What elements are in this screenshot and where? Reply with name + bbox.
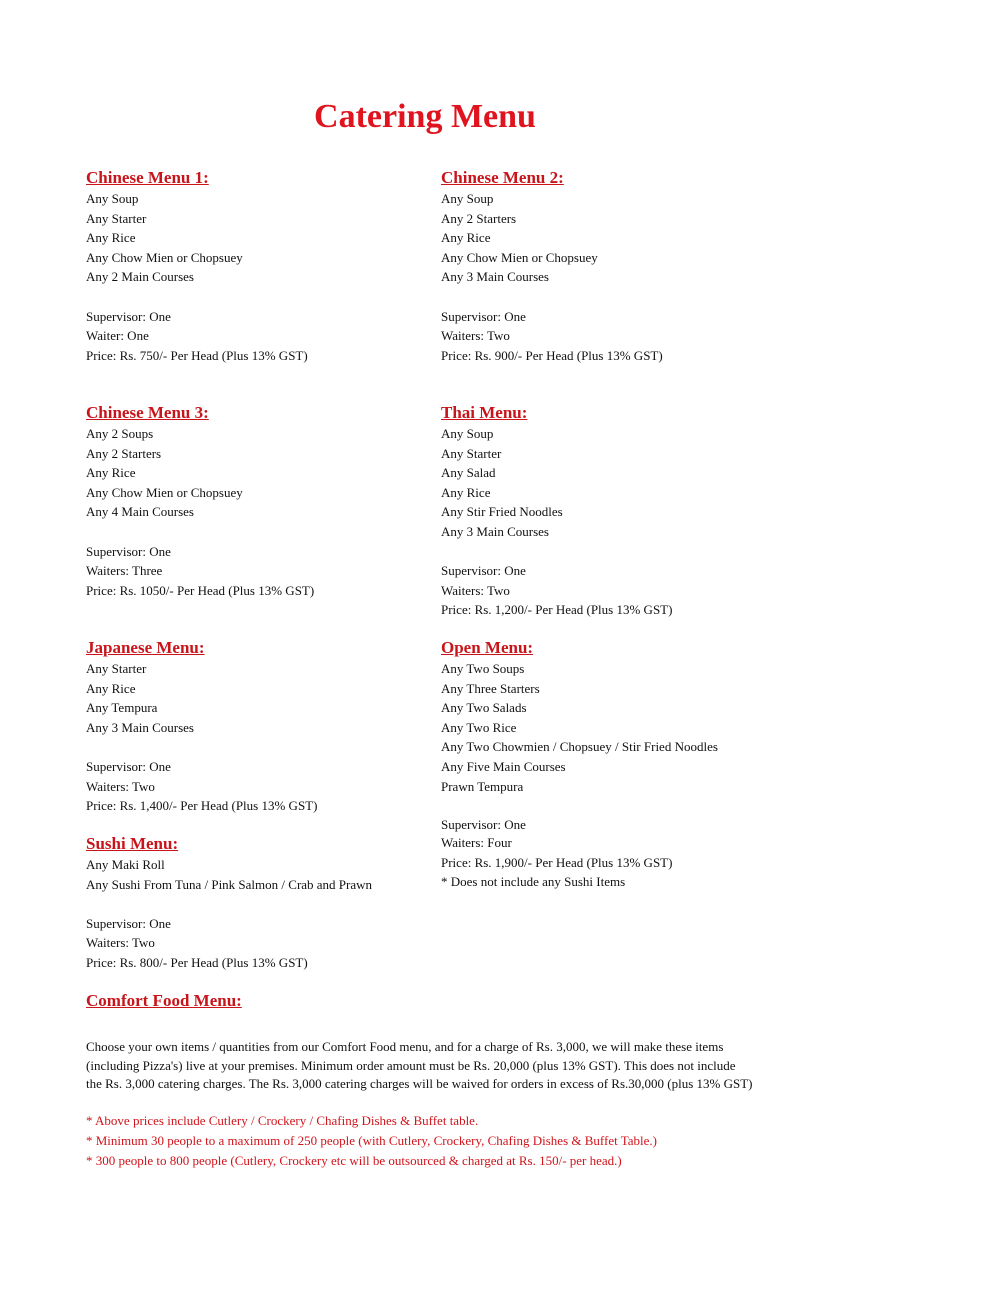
price-text: Price: Rs. 1,900/- Per Head (Plus 13% GST) bbox=[441, 854, 673, 870]
menu-item: Any 3 Main Courses bbox=[441, 523, 549, 539]
description-line: the Rs. 3,000 catering charges. The Rs. 3,000 catering charges will be waived for orders in excess of Rs.30,000 (plus 13% GST) bbox=[86, 1076, 753, 1091]
menu-item: Any Rice bbox=[441, 484, 491, 500]
footnote: * Above prices include Cutlery / Crockery / Chafing Dishes & Buffet table. bbox=[86, 1113, 479, 1128]
section-heading: Thai Menu: bbox=[441, 403, 528, 422]
menu-item: Any 2 Starters bbox=[441, 210, 517, 226]
price-text: Price: Rs. 900/- Per Head (Plus 13% GST) bbox=[441, 347, 663, 363]
chinese-menu-2-section bbox=[441, 167, 663, 365]
comfort-food-section bbox=[86, 990, 242, 1012]
section-heading: Comfort Food Menu: bbox=[86, 991, 242, 1010]
supervisor-text: Supervisor: One bbox=[86, 308, 171, 324]
waiters-text: Waiters: Three bbox=[86, 563, 163, 579]
supervisor-text: Supervisor: One bbox=[441, 816, 526, 832]
menu-item: Any 2 Soups bbox=[86, 426, 154, 441]
waiters-text: Waiters: Two bbox=[441, 582, 510, 598]
price-text: Price: Rs. 750/- Per Head (Plus 13% GST) bbox=[86, 347, 308, 363]
section-heading: Open Menu: bbox=[441, 638, 534, 657]
chinese-menu-3-section bbox=[86, 402, 314, 600]
menu-item: Any Tempura bbox=[86, 700, 158, 716]
menu-item: Any Five Main Courses bbox=[441, 758, 566, 774]
waiters-text: Waiters: Two bbox=[86, 778, 155, 794]
menu-item: Any Starter bbox=[86, 661, 147, 676]
menu-item: Any Soup bbox=[441, 191, 494, 206]
supervisor-text: Supervisor: One bbox=[441, 563, 526, 579]
menu-item: Any Sushi From Tuna / Pink Salmon / Crab and Prawn bbox=[86, 876, 373, 892]
waiters-text: Waiters: Four bbox=[441, 835, 512, 851]
menu-item: Prawn Tempura bbox=[441, 778, 524, 794]
comfort-food-description bbox=[86, 1038, 766, 1094]
menu-item: Any Two Rice bbox=[441, 719, 517, 735]
menu-item: Any Maki Roll bbox=[86, 857, 165, 872]
sushi-exclusion-note: * Does not include any Sushi Items bbox=[441, 874, 626, 890]
price-text: Price: Rs. 1,400/- Per Head (Plus 13% GST) bbox=[86, 798, 318, 814]
waiters-text: Waiter: One bbox=[86, 328, 149, 344]
price-text: Price: Rs. 1,200/- Per Head (Plus 13% GST) bbox=[441, 602, 673, 618]
menu-item: Any Stir Fried Noodles bbox=[441, 504, 563, 520]
menu-item: Any Two Soups bbox=[441, 661, 525, 676]
menu-item: Any Rice bbox=[86, 465, 136, 481]
page-title: Catering Menu bbox=[314, 98, 536, 135]
open-menu-section bbox=[441, 637, 718, 892]
section-heading: Chinese Menu 3: bbox=[86, 403, 209, 422]
menu-item: Any 3 Main Courses bbox=[441, 269, 549, 285]
section-heading: Japanese Menu: bbox=[86, 638, 205, 657]
description-line: (including Pizza's) live at your premises. Minimum order amount must be Rs. 20,000 (plus 13% GST). This does not include bbox=[86, 1057, 736, 1073]
menu-item: Any 2 Main Courses bbox=[86, 269, 194, 285]
supervisor-text: Supervisor: One bbox=[441, 308, 526, 324]
menu-item: Any Salad bbox=[441, 465, 496, 481]
menu-item: Any Rice bbox=[441, 230, 491, 246]
footnote: * Minimum 30 people to a maximum of 250 people (with Cutlery, Crockery, Chafing Dishes & Buffet Table.) bbox=[86, 1133, 657, 1148]
japanese-menu-section bbox=[86, 637, 317, 816]
waiters-text: Waiters: Two bbox=[441, 328, 510, 344]
menu-item: Any Two Salads bbox=[441, 700, 527, 716]
menu-item: Any Rice bbox=[86, 230, 136, 246]
menu-item: Any 2 Starters bbox=[86, 445, 162, 461]
chinese-menu-1-section bbox=[86, 167, 308, 365]
description-line: Choose your own items / quantities from our Comfort Food menu, and for a charge of Rs. 3,000, we will make these items bbox=[86, 1039, 724, 1054]
menu-item: Any 4 Main Courses bbox=[86, 504, 194, 520]
section-heading: Sushi Menu: bbox=[86, 834, 179, 853]
menu-item: Any Soup bbox=[86, 191, 139, 206]
menu-item: Any Chow Mien or Chopsuey bbox=[86, 249, 243, 265]
supervisor-text: Supervisor: One bbox=[86, 758, 171, 774]
menu-item: Any Chow Mien or Chopsuey bbox=[441, 249, 598, 265]
menu-item: Any Rice bbox=[86, 680, 136, 696]
price-text: Price: Rs. 800/- Per Head (Plus 13% GST) bbox=[86, 954, 308, 970]
menu-item: Any Soup bbox=[441, 426, 494, 441]
menu-item: Any Chow Mien or Chopsuey bbox=[86, 484, 243, 500]
menu-item: Any Starter bbox=[441, 445, 502, 461]
menu-item: Any Starter bbox=[86, 210, 147, 226]
price-text: Price: Rs. 1050/- Per Head (Plus 13% GST) bbox=[86, 582, 315, 598]
footnote: * 300 people to 800 people (Cutlery, Crockery etc will be outsourced & charged at Rs. 150/- per head.) bbox=[86, 1153, 622, 1168]
sushi-menu-section bbox=[86, 833, 372, 973]
section-heading: Chinese Menu 1: bbox=[86, 168, 209, 187]
menu-item: Any Two Chowmien / Chopsuey / Stir Fried Noodles bbox=[441, 739, 718, 755]
waiters-text: Waiters: Two bbox=[86, 935, 155, 951]
menu-item: Any 3 Main Courses bbox=[86, 719, 194, 735]
thai-menu-section bbox=[441, 402, 672, 620]
menu-item: Any Three Starters bbox=[441, 680, 540, 696]
supervisor-text: Supervisor: One bbox=[86, 915, 171, 931]
supervisor-text: Supervisor: One bbox=[86, 543, 171, 559]
section-heading: Chinese Menu 2: bbox=[441, 168, 564, 187]
